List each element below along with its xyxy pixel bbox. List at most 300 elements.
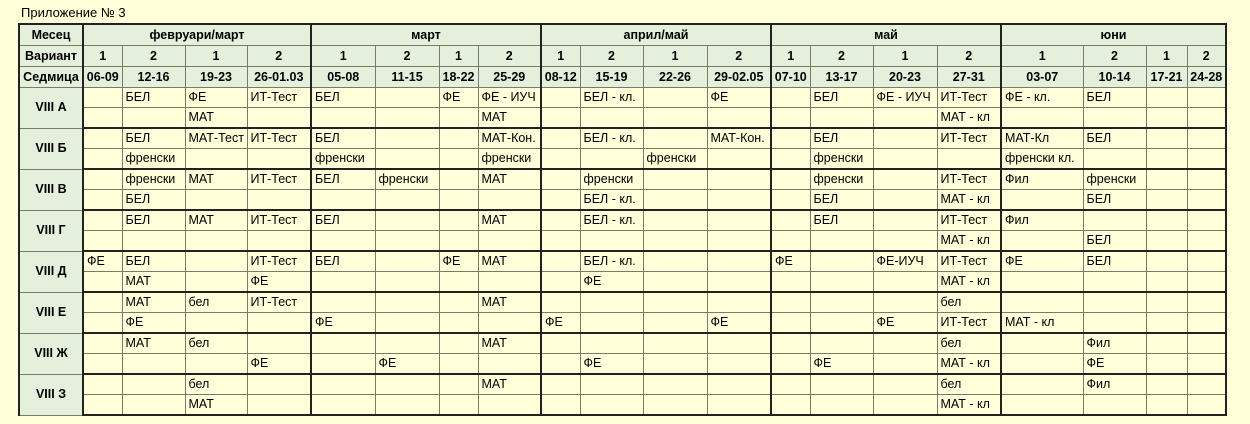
class-row <box>19 169 1226 190</box>
exam-cell <box>247 190 311 211</box>
exam-cell: БЕЛ <box>122 251 185 272</box>
exam-cell <box>873 190 937 211</box>
exam-cell: МАТ <box>185 108 247 129</box>
exam-cell: МАТ <box>185 210 247 231</box>
week-cell: 13-17 <box>810 67 873 88</box>
document-title: Приложение № 3 <box>21 5 126 20</box>
exam-cell <box>771 128 810 149</box>
exam-cell: ФЕ <box>247 354 311 375</box>
exam-cell <box>311 108 375 129</box>
exam-cell: ИТ-Тест <box>247 251 311 272</box>
exam-cell <box>771 374 810 395</box>
exam-cell: МАТ-Кон. <box>707 128 771 149</box>
week-cell: 03-07 <box>1001 67 1083 88</box>
exam-cell <box>707 231 771 252</box>
exam-cell <box>541 88 580 108</box>
exam-cell: ИТ-Тест <box>937 210 1001 231</box>
week-cell: 25-29 <box>478 67 541 88</box>
exam-cell <box>1001 374 1083 395</box>
exam-cell <box>122 108 185 129</box>
exam-cell <box>375 313 439 334</box>
exam-cell <box>478 354 541 375</box>
exam-cell: МАТ-Кон. <box>478 128 541 149</box>
exam-cell <box>643 190 707 211</box>
exam-cell <box>122 231 185 252</box>
exam-cell <box>541 128 580 149</box>
class-row <box>19 128 1226 149</box>
week-cell: 08-12 <box>541 67 580 88</box>
exam-cell <box>375 190 439 211</box>
exam-cell <box>873 354 937 375</box>
exam-cell <box>1146 210 1187 231</box>
exam-cell <box>873 374 937 395</box>
class-row <box>19 354 1226 375</box>
exam-cell <box>707 292 771 313</box>
exam-cell: МАТ - кл <box>937 231 1001 252</box>
exam-cell: МАТ <box>185 395 247 416</box>
exam-cell <box>83 149 122 170</box>
exam-cell: МАТ <box>185 169 247 190</box>
exam-cell <box>580 313 643 334</box>
variant-cell: 1 <box>311 46 375 67</box>
exam-cell: ФЕ <box>580 354 643 375</box>
exam-cell <box>83 272 122 293</box>
exam-cell: БЕЛ - кл. <box>580 210 643 231</box>
exam-cell <box>478 313 541 334</box>
exam-cell <box>873 292 937 313</box>
exam-cell <box>580 149 643 170</box>
exam-cell <box>185 231 247 252</box>
exam-cell <box>247 395 311 416</box>
exam-cell: ФЕ <box>375 354 439 375</box>
exam-cell <box>643 210 707 231</box>
exam-cell: БЕЛ <box>810 88 873 108</box>
variant-cell: 1 <box>771 46 810 67</box>
exam-cell: МАТ - кл <box>1001 313 1083 334</box>
exam-cell: ИТ-Тест <box>937 128 1001 149</box>
exam-cell: ФЕ <box>185 88 247 108</box>
class-row <box>19 395 1226 416</box>
exam-cell <box>1187 88 1226 108</box>
exam-cell <box>1146 333 1187 354</box>
exam-cell <box>375 88 439 108</box>
exam-cell: БЕЛ - кл. <box>580 88 643 108</box>
exam-cell: бел <box>937 333 1001 354</box>
exam-cell <box>311 231 375 252</box>
week-cell: 26-01.03 <box>247 67 311 88</box>
exam-cell: МАТ - кл <box>937 190 1001 211</box>
exam-cell: БЕЛ <box>810 210 873 231</box>
exam-cell <box>643 272 707 293</box>
week-cell: 22-26 <box>643 67 707 88</box>
variant-cell: 2 <box>707 46 771 67</box>
exam-cell: МАТ - кл <box>937 354 1001 375</box>
class-name: VIII Г <box>19 210 83 251</box>
exam-cell <box>541 333 580 354</box>
week-cell: 19-23 <box>185 67 247 88</box>
exam-cell <box>375 395 439 416</box>
class-row <box>19 190 1226 211</box>
exam-cell <box>1083 272 1146 293</box>
exam-cell <box>122 395 185 416</box>
exam-cell <box>439 292 478 313</box>
exam-cell <box>643 251 707 272</box>
variant-cell: 2 <box>580 46 643 67</box>
exam-cell: ФЕ - ИУЧ <box>478 88 541 108</box>
exam-cell: френски <box>122 169 185 190</box>
exam-cell: ФЕ - кл. <box>1001 88 1083 108</box>
exam-cell <box>1187 395 1226 416</box>
exam-cell <box>1001 231 1083 252</box>
exam-cell: БЕЛ <box>1083 190 1146 211</box>
exam-cell <box>439 108 478 129</box>
exam-cell <box>1146 272 1187 293</box>
exam-cell <box>247 333 311 354</box>
exam-cell: ФЕ - ИУЧ <box>873 88 937 108</box>
exam-cell <box>873 149 937 170</box>
week-cell: 05-08 <box>311 67 375 88</box>
exam-cell <box>311 292 375 313</box>
exam-cell: френски <box>810 169 873 190</box>
exam-cell <box>1083 313 1146 334</box>
exam-cell <box>643 395 707 416</box>
exam-cell: БЕЛ <box>122 190 185 211</box>
exam-cell <box>247 313 311 334</box>
exam-cell: бел <box>937 374 1001 395</box>
exam-cell: МАТ <box>122 292 185 313</box>
exam-cell <box>810 108 873 129</box>
exam-cell: МАТ-Кл <box>1001 128 1083 149</box>
exam-cell: ИТ-Тест <box>937 88 1001 108</box>
exam-cell <box>83 313 122 334</box>
class-row <box>19 149 1226 170</box>
exam-cell <box>1001 395 1083 416</box>
exam-cell <box>439 128 478 149</box>
exam-cell <box>247 374 311 395</box>
exam-cell: бел <box>937 292 1001 313</box>
exam-cell <box>707 374 771 395</box>
exam-cell: ФЕ <box>83 251 122 272</box>
exam-cell: БЕЛ <box>1083 128 1146 149</box>
week-cell: 18-22 <box>439 67 478 88</box>
exam-cell: Фил <box>1001 169 1083 190</box>
exam-cell: ФЕ <box>122 313 185 334</box>
exam-cell <box>810 333 873 354</box>
exam-cell: БЕЛ <box>122 128 185 149</box>
exam-cell <box>707 149 771 170</box>
exam-cell <box>375 149 439 170</box>
exam-cell <box>185 313 247 334</box>
exam-cell: БЕЛ <box>311 128 375 149</box>
exam-cell: МАТ - кл <box>937 108 1001 129</box>
exam-cell <box>873 333 937 354</box>
exam-cell: БЕЛ <box>1083 231 1146 252</box>
exam-cell <box>873 128 937 149</box>
exam-cell: ИТ-Тест <box>247 128 311 149</box>
exam-cell <box>478 190 541 211</box>
exam-cell: БЕЛ <box>122 88 185 108</box>
exam-cell: БЕЛ <box>1083 251 1146 272</box>
variant-cell: 1 <box>83 46 122 67</box>
variant-cell: 1 <box>873 46 937 67</box>
exam-cell <box>1187 292 1226 313</box>
exam-cell: бел <box>185 374 247 395</box>
exam-cell: МАТ <box>478 108 541 129</box>
exam-cell: ФЕ <box>580 272 643 293</box>
week-cell: 29-02.05 <box>707 67 771 88</box>
week-cell: 24-28 <box>1187 67 1226 88</box>
exam-cell <box>707 272 771 293</box>
exam-cell <box>185 251 247 272</box>
exam-cell <box>375 374 439 395</box>
class-row <box>19 333 1226 354</box>
exam-cell <box>83 354 122 375</box>
exam-cell <box>1083 292 1146 313</box>
exam-cell <box>375 272 439 293</box>
exam-cell: ФЕ <box>707 88 771 108</box>
class-name: VIII Е <box>19 292 83 333</box>
exam-cell: ФЕ <box>1083 354 1146 375</box>
exam-cell <box>375 210 439 231</box>
month-header: февруари/март <box>83 24 311 46</box>
exam-cell <box>771 395 810 416</box>
exam-cell <box>311 190 375 211</box>
variant-cell: 1 <box>643 46 707 67</box>
exam-cell <box>83 395 122 416</box>
exam-cell <box>247 149 311 170</box>
exam-cell: ФЕ <box>873 313 937 334</box>
exam-cell: ФЕ <box>439 251 478 272</box>
exam-cell: френски кл. <box>1001 149 1083 170</box>
exam-cell <box>771 169 810 190</box>
exam-cell <box>439 395 478 416</box>
class-row <box>19 231 1226 252</box>
exam-cell <box>439 374 478 395</box>
exam-cell <box>643 354 707 375</box>
exam-cell <box>185 190 247 211</box>
exam-cell: БЕЛ <box>810 128 873 149</box>
exam-cell <box>83 210 122 231</box>
exam-cell <box>1146 231 1187 252</box>
exam-cell <box>311 333 375 354</box>
exam-cell <box>707 395 771 416</box>
exam-cell <box>1001 354 1083 375</box>
exam-cell <box>580 108 643 129</box>
exam-cell <box>1146 251 1187 272</box>
exam-cell: ИТ-Тест <box>247 210 311 231</box>
exam-cell <box>439 354 478 375</box>
exam-cell <box>1187 272 1226 293</box>
exam-cell <box>1083 149 1146 170</box>
exam-cell <box>1187 108 1226 129</box>
class-name: VIII А <box>19 88 83 129</box>
exam-cell <box>771 149 810 170</box>
class-row <box>19 210 1226 231</box>
exam-cell <box>1187 149 1226 170</box>
exam-cell <box>643 333 707 354</box>
exam-cell <box>185 354 247 375</box>
exam-cell: бел <box>185 333 247 354</box>
class-row <box>19 88 1226 108</box>
exam-cell <box>541 272 580 293</box>
exam-cell <box>643 169 707 190</box>
exam-cell <box>810 292 873 313</box>
exam-cell <box>311 395 375 416</box>
week-cell: 27-31 <box>937 67 1001 88</box>
exam-cell: френски <box>643 149 707 170</box>
exam-cell <box>541 149 580 170</box>
variant-cell: 1 <box>439 46 478 67</box>
exam-cell <box>541 374 580 395</box>
exam-cell: МАТ <box>478 333 541 354</box>
exam-cell <box>122 354 185 375</box>
exam-cell <box>541 395 580 416</box>
exam-cell: МАТ <box>478 292 541 313</box>
exam-cell <box>1146 292 1187 313</box>
week-cell: 10-14 <box>1083 67 1146 88</box>
exam-cell <box>873 108 937 129</box>
exam-cell: френски <box>478 149 541 170</box>
exam-cell <box>1187 251 1226 272</box>
exam-cell <box>643 108 707 129</box>
exam-cell: френски <box>580 169 643 190</box>
exam-cell <box>1187 128 1226 149</box>
variant-cell: 2 <box>478 46 541 67</box>
exam-cell <box>771 292 810 313</box>
exam-cell <box>580 231 643 252</box>
month-label: Месец <box>19 24 83 46</box>
exam-cell <box>311 272 375 293</box>
month-header-row <box>19 24 1226 46</box>
exam-cell <box>83 128 122 149</box>
exam-cell <box>83 190 122 211</box>
class-name: VIII З <box>19 374 83 415</box>
exam-cell <box>873 231 937 252</box>
exam-cell: ИТ-Тест <box>247 292 311 313</box>
exam-cell <box>439 190 478 211</box>
exam-cell: БЕЛ <box>1083 88 1146 108</box>
exam-cell <box>311 354 375 375</box>
exam-cell <box>810 272 873 293</box>
exam-cell <box>185 272 247 293</box>
exam-cell <box>83 333 122 354</box>
exam-cell <box>771 190 810 211</box>
class-name: VIII Д <box>19 251 83 292</box>
exam-cell <box>375 128 439 149</box>
exam-cell <box>707 190 771 211</box>
exam-cell: БЕЛ <box>311 88 375 108</box>
exam-cell <box>478 272 541 293</box>
exam-cell <box>873 395 937 416</box>
exam-cell <box>1187 354 1226 375</box>
exam-cell <box>83 292 122 313</box>
exam-cell <box>771 210 810 231</box>
exam-cell <box>1187 231 1226 252</box>
month-header: юни <box>1001 24 1226 46</box>
class-row <box>19 374 1226 395</box>
exam-cell: френски <box>375 169 439 190</box>
exam-cell <box>1146 88 1187 108</box>
exam-cell <box>1146 354 1187 375</box>
exam-cell: МАТ <box>478 251 541 272</box>
exam-cell <box>643 128 707 149</box>
exam-cell: МАТ <box>478 210 541 231</box>
exam-cell <box>439 313 478 334</box>
exam-cell <box>810 313 873 334</box>
class-row <box>19 292 1226 313</box>
exam-cell: БЕЛ <box>311 210 375 231</box>
exam-cell <box>1146 313 1187 334</box>
exam-cell: БЕЛ - кл. <box>580 128 643 149</box>
exam-cell: МАТ - кл <box>937 395 1001 416</box>
exam-cell <box>771 333 810 354</box>
exam-cell: ФЕ <box>311 313 375 334</box>
exam-cell: МАТ <box>122 272 185 293</box>
exam-cell: ФЕ-ИУЧ <box>873 251 937 272</box>
exam-cell: ИТ-Тест <box>247 88 311 108</box>
exam-cell <box>1083 108 1146 129</box>
exam-cell: френски <box>122 149 185 170</box>
exam-cell <box>937 149 1001 170</box>
class-name: VIII В <box>19 169 83 210</box>
exam-cell <box>707 210 771 231</box>
month-header: април/май <box>541 24 771 46</box>
week-cell: 12-16 <box>122 67 185 88</box>
exam-cell <box>478 231 541 252</box>
exam-cell <box>1001 292 1083 313</box>
exam-cell <box>83 108 122 129</box>
exam-cell: ИТ-Тест <box>937 313 1001 334</box>
exam-cell: френски <box>1083 169 1146 190</box>
exam-cell <box>873 210 937 231</box>
exam-cell <box>541 169 580 190</box>
class-row <box>19 251 1226 272</box>
exam-cell: ФЕ <box>439 88 478 108</box>
exam-cell <box>771 272 810 293</box>
exam-cell <box>83 374 122 395</box>
exam-cell <box>707 333 771 354</box>
exam-cell <box>707 251 771 272</box>
exam-cell <box>541 292 580 313</box>
exam-cell <box>810 395 873 416</box>
exam-cell <box>83 88 122 108</box>
exam-cell <box>1146 374 1187 395</box>
exam-cell <box>771 354 810 375</box>
exam-cell <box>1187 190 1226 211</box>
exam-cell <box>1001 190 1083 211</box>
exam-cell <box>375 251 439 272</box>
exam-cell: ФЕ <box>247 272 311 293</box>
exam-cell: Фил <box>1083 333 1146 354</box>
variant-cell: 2 <box>937 46 1001 67</box>
exam-cell <box>1146 190 1187 211</box>
exam-cell: БЕЛ <box>810 190 873 211</box>
exam-cell <box>439 231 478 252</box>
exam-cell <box>580 292 643 313</box>
exam-cell: БЕЛ <box>311 251 375 272</box>
exam-cell: ИТ-Тест <box>247 169 311 190</box>
exam-cell <box>1187 210 1226 231</box>
exam-cell <box>1187 374 1226 395</box>
exam-cell <box>122 374 185 395</box>
variant-cell: 2 <box>1187 46 1226 67</box>
exam-cell <box>1146 149 1187 170</box>
exam-cell: БЕЛ <box>122 210 185 231</box>
exam-cell: ФЕ <box>707 313 771 334</box>
exam-cell <box>83 231 122 252</box>
class-row <box>19 272 1226 293</box>
week-cell: 11-15 <box>375 67 439 88</box>
